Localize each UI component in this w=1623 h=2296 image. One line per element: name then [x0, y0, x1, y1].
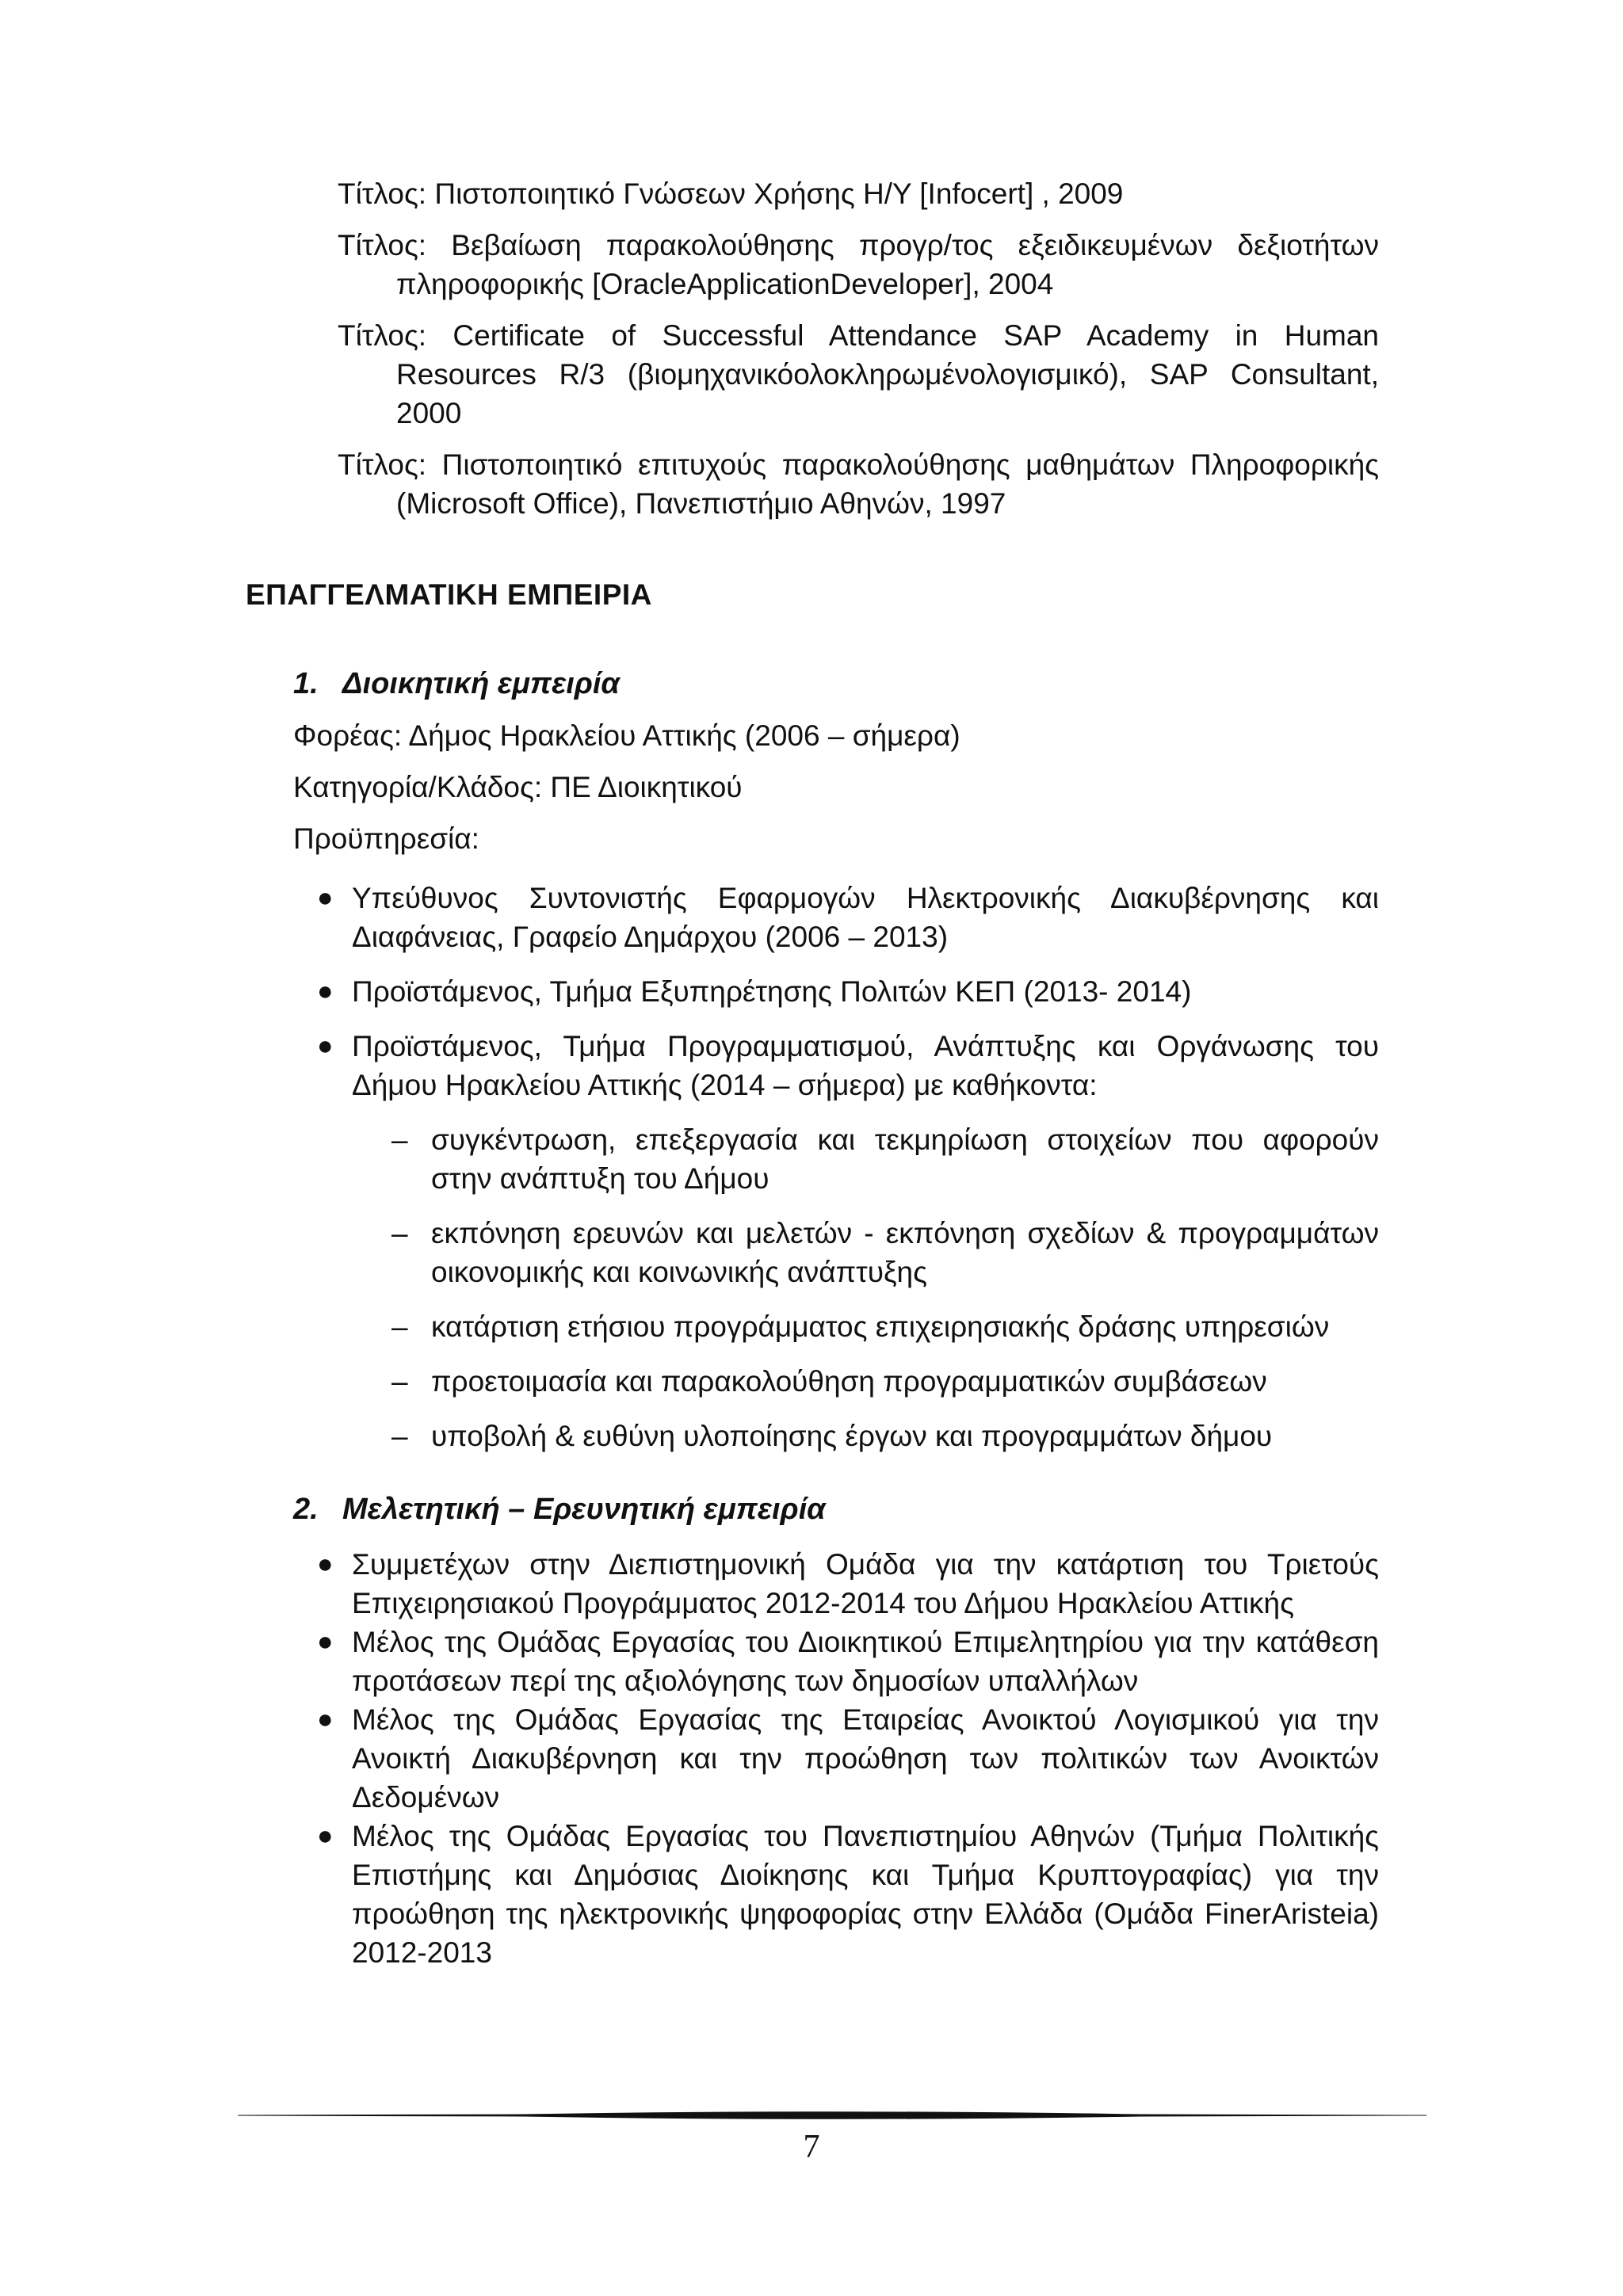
duty-text: προετοιμασία και παρακολούθηση προγραμματικών συμβάσεων [431, 1365, 1267, 1398]
service-label: Προϋπηρεσία: [293, 822, 479, 855]
duty-item [293, 1120, 1379, 1198]
research-item [293, 1700, 1379, 1817]
bullet-icon: ● [317, 1549, 334, 1579]
certificate-item: Τίτλος: Certificate of Successful Attendance SAP Academy in Human Resources R/3 (βιομηχανικόολοκληρωμένολογισμικό), SAP Consultant, 2000 [338, 319, 1379, 429]
position-text: Υπεύθυνος Συντονιστής Εφαρμογών Ηλεκτρονικής Διακυβέρνησης και Διαφάνειας, Γραφείο Δημάρχου (2006 – 2013) [352, 882, 1379, 953]
research-title: Μελετητική – Ερευνητική εμπειρία [342, 1493, 826, 1526]
footer-divider [238, 2109, 1426, 2122]
duty-text: εκπόνηση ερευνών και μελετών - εκπόνηση σχεδίων & προγραμμάτων οικονομικής και κοινωνικής ανάπτυξης [431, 1217, 1379, 1288]
dash-icon: – [391, 1123, 408, 1156]
admin-number: 1. [293, 667, 319, 700]
research-number: 2. [293, 1493, 319, 1526]
duty-item [293, 1307, 1379, 1346]
bullet-icon: ● [317, 883, 334, 913]
research-item [293, 1623, 1379, 1700]
duty-text: υποβολή & ευθύνη υλοποίησης έργων και προγραμμάτων δήμου [431, 1420, 1273, 1452]
bullet-icon: ● [317, 1627, 334, 1657]
research-text: Μέλος της Ομάδας Εργασίας της Εταιρείας Ανοικτού Λογισμικού για την Ανοικτή Διακυβέρνηση και την προώθηση των πολιτικών των Ανοικτών Δεδομένων [352, 1703, 1379, 1814]
certificate-item: Τίτλος: Βεβαίωση παρακολούθησης προγρ/τος εξειδικευμένων δεξιοτήτων πληροφορικής [OracleApplicationDeveloper], 2004 [338, 229, 1379, 300]
duty-item [293, 1214, 1379, 1291]
page-content [246, 174, 1379, 1972]
research-item [293, 1545, 1379, 1623]
research-item [293, 1817, 1379, 1972]
section-heading: ΕΠΑΓΓΕΛΜΑΤΙΚΗ ΕΜΠΕΙΡΙΑ [246, 578, 652, 611]
duty-item [293, 1362, 1379, 1401]
research-subheading [293, 1490, 1379, 1529]
category-line: Κατηγορία/Κλάδος: ΠΕ Διοικητικού [293, 771, 743, 803]
duties-list [293, 1120, 1379, 1455]
certificate-item: Τίτλος: Πιστοποιητικό Γνώσεων Χρήσης Η/Υ [Infocert] , 2009 [338, 177, 1124, 210]
certificates-list [338, 174, 1379, 523]
duty-text: κατάρτιση ετήσιου προγράμματος επιχειρησιακής δράσης υπηρεσιών [431, 1310, 1330, 1343]
page-number: 7 [803, 2129, 820, 2165]
duty-text: συγκέντρωση, επεξεργασία και τεκμηρίωση στοιχείων που αφορούν στην ανάπτυξη του Δήμου [431, 1123, 1379, 1195]
position-item [293, 972, 1379, 1011]
position-item [293, 1027, 1379, 1104]
admin-subheading [293, 665, 1379, 704]
position-text: Προϊστάμενος, Τμήμα Προγραμματισμού, Ανάπτυξης και Οργάνωσης του Δήμου Ηρακλείου Αττικής (2014 – σήμερα) με καθήκοντα: [352, 1030, 1379, 1101]
bullet-icon: ● [317, 1821, 334, 1851]
duty-item [293, 1417, 1379, 1455]
certificate-item: Τίτλος: Πιστοποιητικό επιτυχούς παρακολούθησης μαθημάτων Πληροφορικής (Microsoft Office), Πανεπιστήμιο Αθηνών, 1997 [338, 448, 1379, 520]
research-text: Μέλος της Ομάδας Εργασίας του Πανεπιστημίου Αθηνών (Τμήμα Πολιτικής Επιστήμης και Δημόσιας Διοίκησης και Τμήμα Κρυπτογραφίας) για την προώθηση της ηλεκτρονικής ψηφοφορίας στην Ελλάδα (Ομάδα FinerAristeia) 2012-2013 [352, 1820, 1379, 1969]
organization-line: Φορέας: Δήμος Ηρακλείου Αττικής (2006 – σήμερα) [293, 719, 960, 752]
bullet-icon: ● [317, 1031, 334, 1061]
dash-icon: – [391, 1420, 408, 1452]
research-text: Συμμετέχων στην Διεπιστημονική Ομάδα για την κατάρτιση του Τριετούς Επιχειρησιακού Προγράμματος 2012-2014 του Δήμου Ηρακλείου Αττικής [352, 1548, 1379, 1619]
research-list [293, 1545, 1379, 1972]
position-item [293, 879, 1379, 956]
bullet-icon: ● [317, 976, 334, 1006]
dash-icon: – [391, 1365, 408, 1398]
positions-list [293, 879, 1379, 1104]
research-text: Μέλος της Ομάδας Εργασίας του Διοικητικού Επιμελητηρίου για την κατάθεση προτάσεων περί της αξιολόγησης των δημοσίων υπαλλήλων [352, 1626, 1379, 1697]
bullet-icon: ● [317, 1704, 334, 1734]
dash-icon: – [391, 1310, 408, 1343]
admin-title: Διοικητική εμπειρία [342, 667, 620, 700]
position-text: Προϊστάμενος, Τμήμα Εξυπηρέτησης Πολιτών ΚΕΠ (2013- 2014) [352, 975, 1192, 1008]
dash-icon: – [391, 1217, 408, 1249]
